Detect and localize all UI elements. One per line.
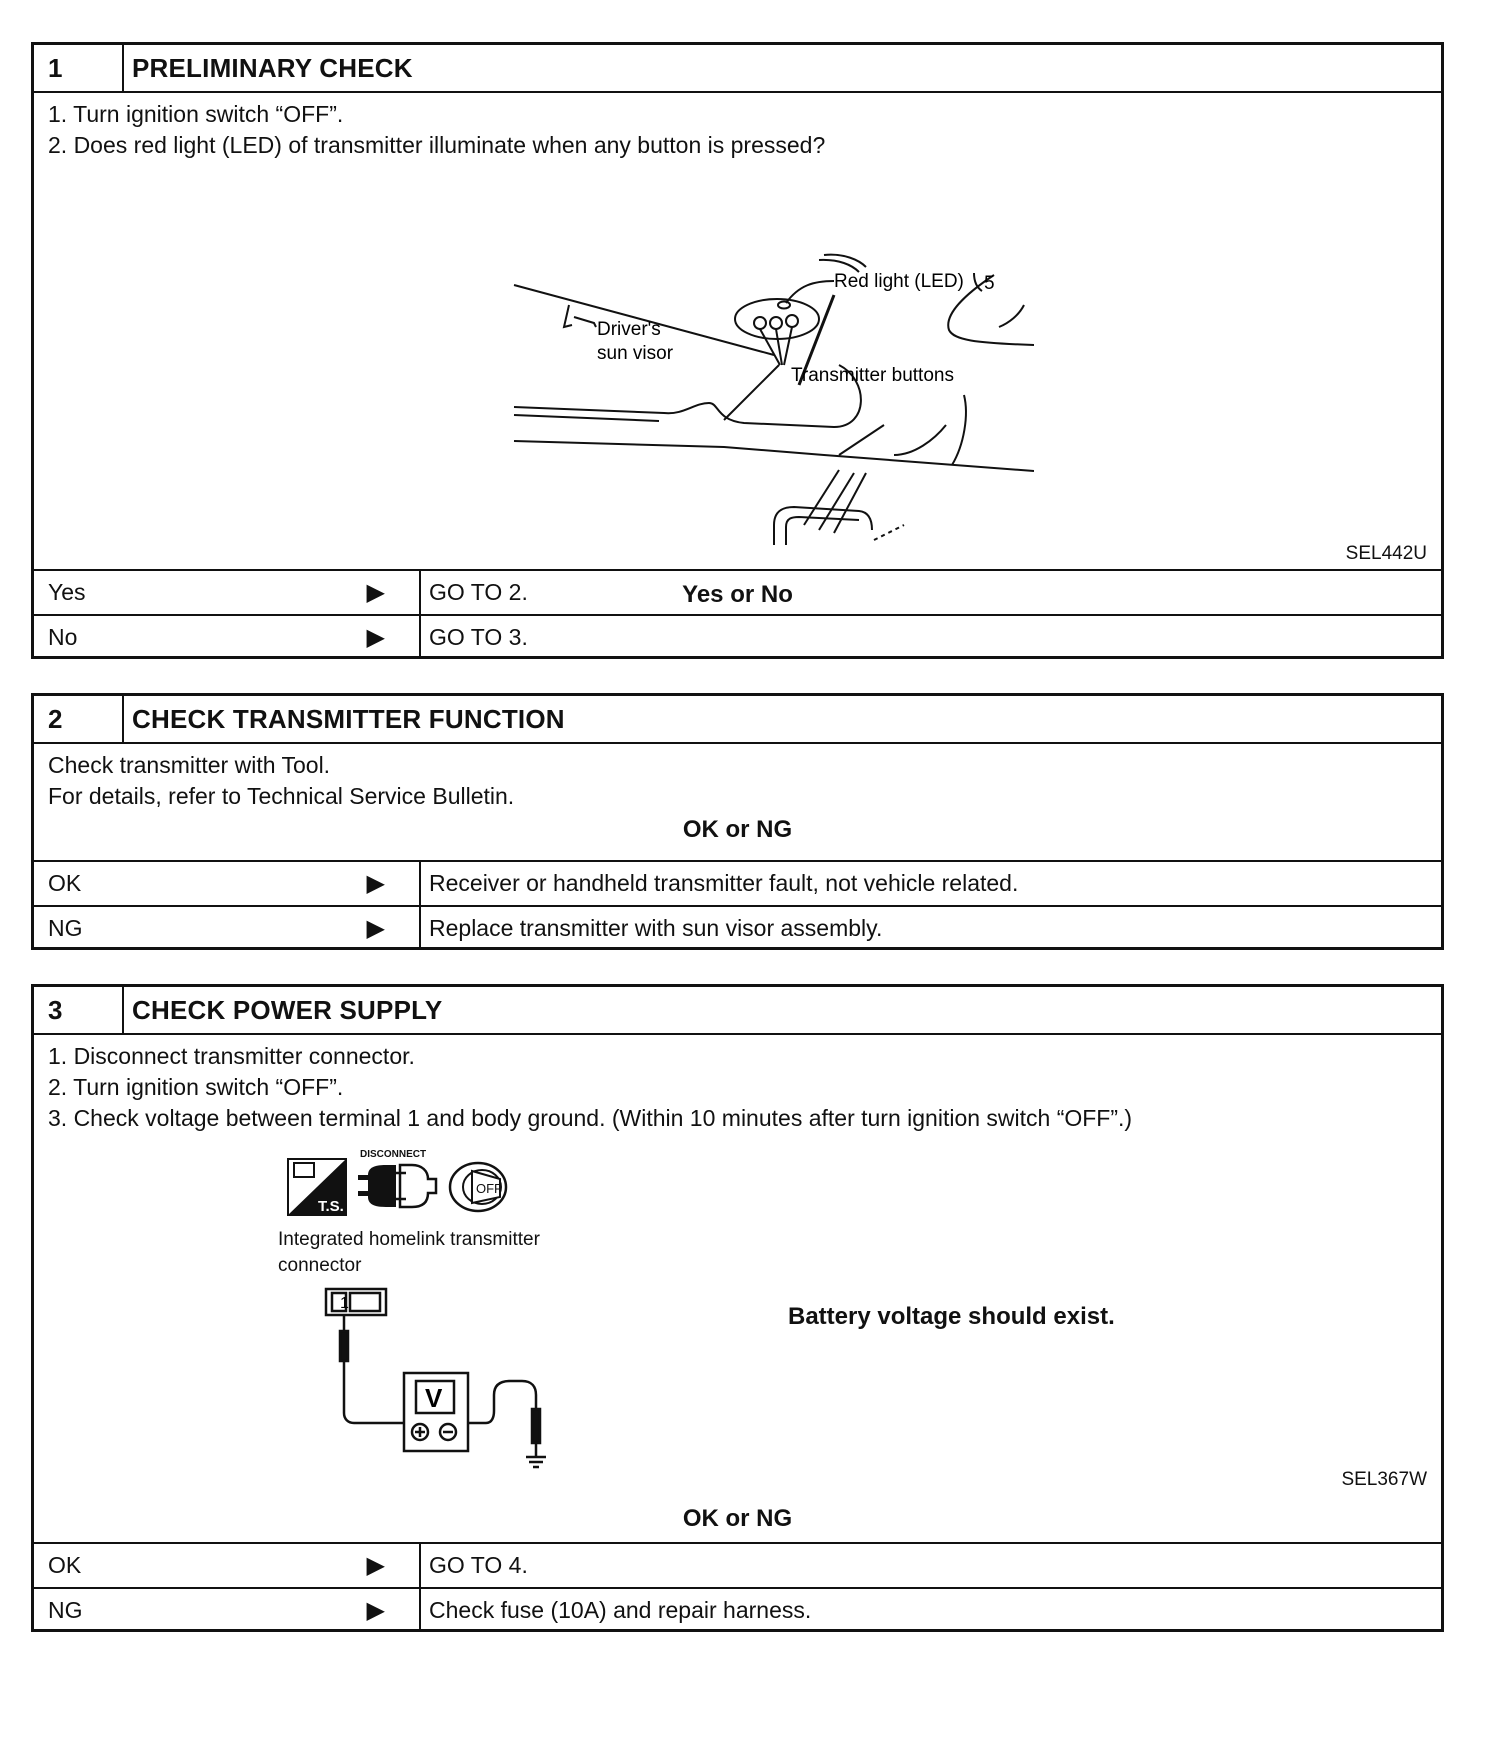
transmitter-buttons-label: Transmitter buttons — [791, 365, 954, 386]
result-row — [34, 569, 1441, 614]
arrow-right-icon: ▶ — [366, 1596, 385, 1624]
section-number: 1 — [34, 45, 124, 91]
red-light-label: Red light (LED) — [834, 271, 964, 292]
step-item: 2. Does red light (LED) of transmitter illuminate when any button is pressed? — [48, 132, 826, 158]
svg-text:T.S.: T.S. — [318, 1198, 344, 1215]
arrow-right-icon: ▶ — [366, 1551, 385, 1579]
result-label-cell — [34, 862, 421, 905]
result-label-cell — [34, 1589, 421, 1632]
step-item: 3. Check voltage between terminal 1 and body ground. (Within 10 minutes after turn ignition switch “OFF”.) — [48, 1105, 1133, 1131]
result-row — [34, 1542, 1441, 1587]
arrow-right-icon: ▶ — [366, 914, 385, 942]
sun-visor-label: sun visor — [597, 343, 674, 364]
svg-text:OFF: OFF — [476, 1181, 502, 1196]
step-list — [34, 744, 1441, 812]
section-header — [34, 45, 1441, 93]
arrow-right-icon: ▶ — [366, 578, 385, 606]
drivers-label: Driver's — [597, 319, 661, 340]
svg-text:DISCONNECT: DISCONNECT — [360, 1149, 427, 1160]
step-item: 1. Disconnect transmitter connector. — [48, 1043, 415, 1069]
decision-question: OK or NG — [682, 1505, 793, 1532]
red-light-label-mark: 5 — [984, 273, 995, 294]
ignition-off-icon — [450, 1163, 506, 1211]
step-item: For details, refer to Technical Service Bulletin. — [48, 783, 515, 809]
result-label-cell — [34, 571, 421, 614]
result-label: NG — [48, 1597, 83, 1623]
section-body — [34, 1035, 1441, 1543]
arrow-right-icon: ▶ — [366, 623, 385, 651]
result-action: Receiver or handheld transmitter fault, not vehicle related. — [429, 870, 1019, 896]
step-list — [34, 93, 1441, 161]
step-item: 2. Turn ignition switch “OFF”. — [48, 1074, 344, 1100]
sun-visor-illustration — [494, 215, 1034, 545]
section-title: PRELIMINARY CHECK — [132, 52, 413, 83]
result-rows — [34, 569, 1441, 659]
result-action: Replace transmitter with sun visor assembly. — [429, 915, 883, 941]
result-row — [34, 905, 1441, 950]
result-row — [34, 860, 1441, 905]
result-label-cell — [34, 1544, 421, 1587]
result-label: NG — [48, 915, 83, 941]
result-action: GO TO 3. — [429, 624, 528, 650]
result-label-cell — [34, 616, 421, 659]
step-item: 1. Turn ignition switch “OFF”. — [48, 101, 344, 127]
section-check-power-supply — [31, 984, 1444, 1632]
arrow-right-icon: ▶ — [366, 869, 385, 897]
result-action: Check fuse (10A) and repair harness. — [429, 1597, 812, 1623]
connector-label-line: Integrated homelink transmitter — [278, 1229, 540, 1250]
result-action: GO TO 2. — [429, 579, 528, 605]
result-rows — [34, 860, 1441, 950]
section-preliminary-check — [31, 42, 1444, 659]
ts-icon — [288, 1159, 346, 1215]
result-label: Yes — [48, 579, 86, 605]
connector-label-line: connector — [278, 1255, 362, 1276]
connector-label — [278, 1227, 540, 1279]
voltmeter-symbol: V — [425, 1383, 443, 1413]
test-symbol-icons — [286, 1147, 566, 1217]
step-item: Check transmitter with Tool. — [48, 752, 331, 778]
section-title: CHECK TRANSMITTER FUNCTION — [132, 703, 565, 734]
section-body — [34, 744, 1441, 864]
section-number: 2 — [34, 696, 124, 742]
result-label: OK — [48, 1552, 82, 1578]
result-label-cell — [34, 907, 421, 950]
decision-question: OK or NG — [682, 816, 793, 843]
result-label: OK — [48, 870, 82, 896]
disconnect-icon — [358, 1149, 436, 1207]
result-action: GO TO 4. — [429, 1552, 528, 1578]
result-row — [34, 1587, 1441, 1632]
result-label: No — [48, 624, 78, 650]
figure-code: SEL442U — [1345, 543, 1427, 564]
section-header — [34, 696, 1441, 744]
section-check-transmitter-function — [31, 693, 1444, 950]
step-list — [34, 1035, 1441, 1134]
terminal-number: 1 — [340, 1295, 349, 1312]
voltmeter-circuit-diagram — [314, 1285, 574, 1475]
section-title: CHECK POWER SUPPLY — [132, 994, 443, 1025]
section-header — [34, 987, 1441, 1035]
result-row — [34, 614, 1441, 659]
figure-code: SEL367W — [1341, 1469, 1427, 1490]
result-rows — [34, 1542, 1441, 1632]
section-number: 3 — [34, 987, 124, 1033]
decision-question: Yes or No — [682, 581, 793, 608]
expected-result-note: Battery voltage should exist. — [788, 1303, 1115, 1330]
